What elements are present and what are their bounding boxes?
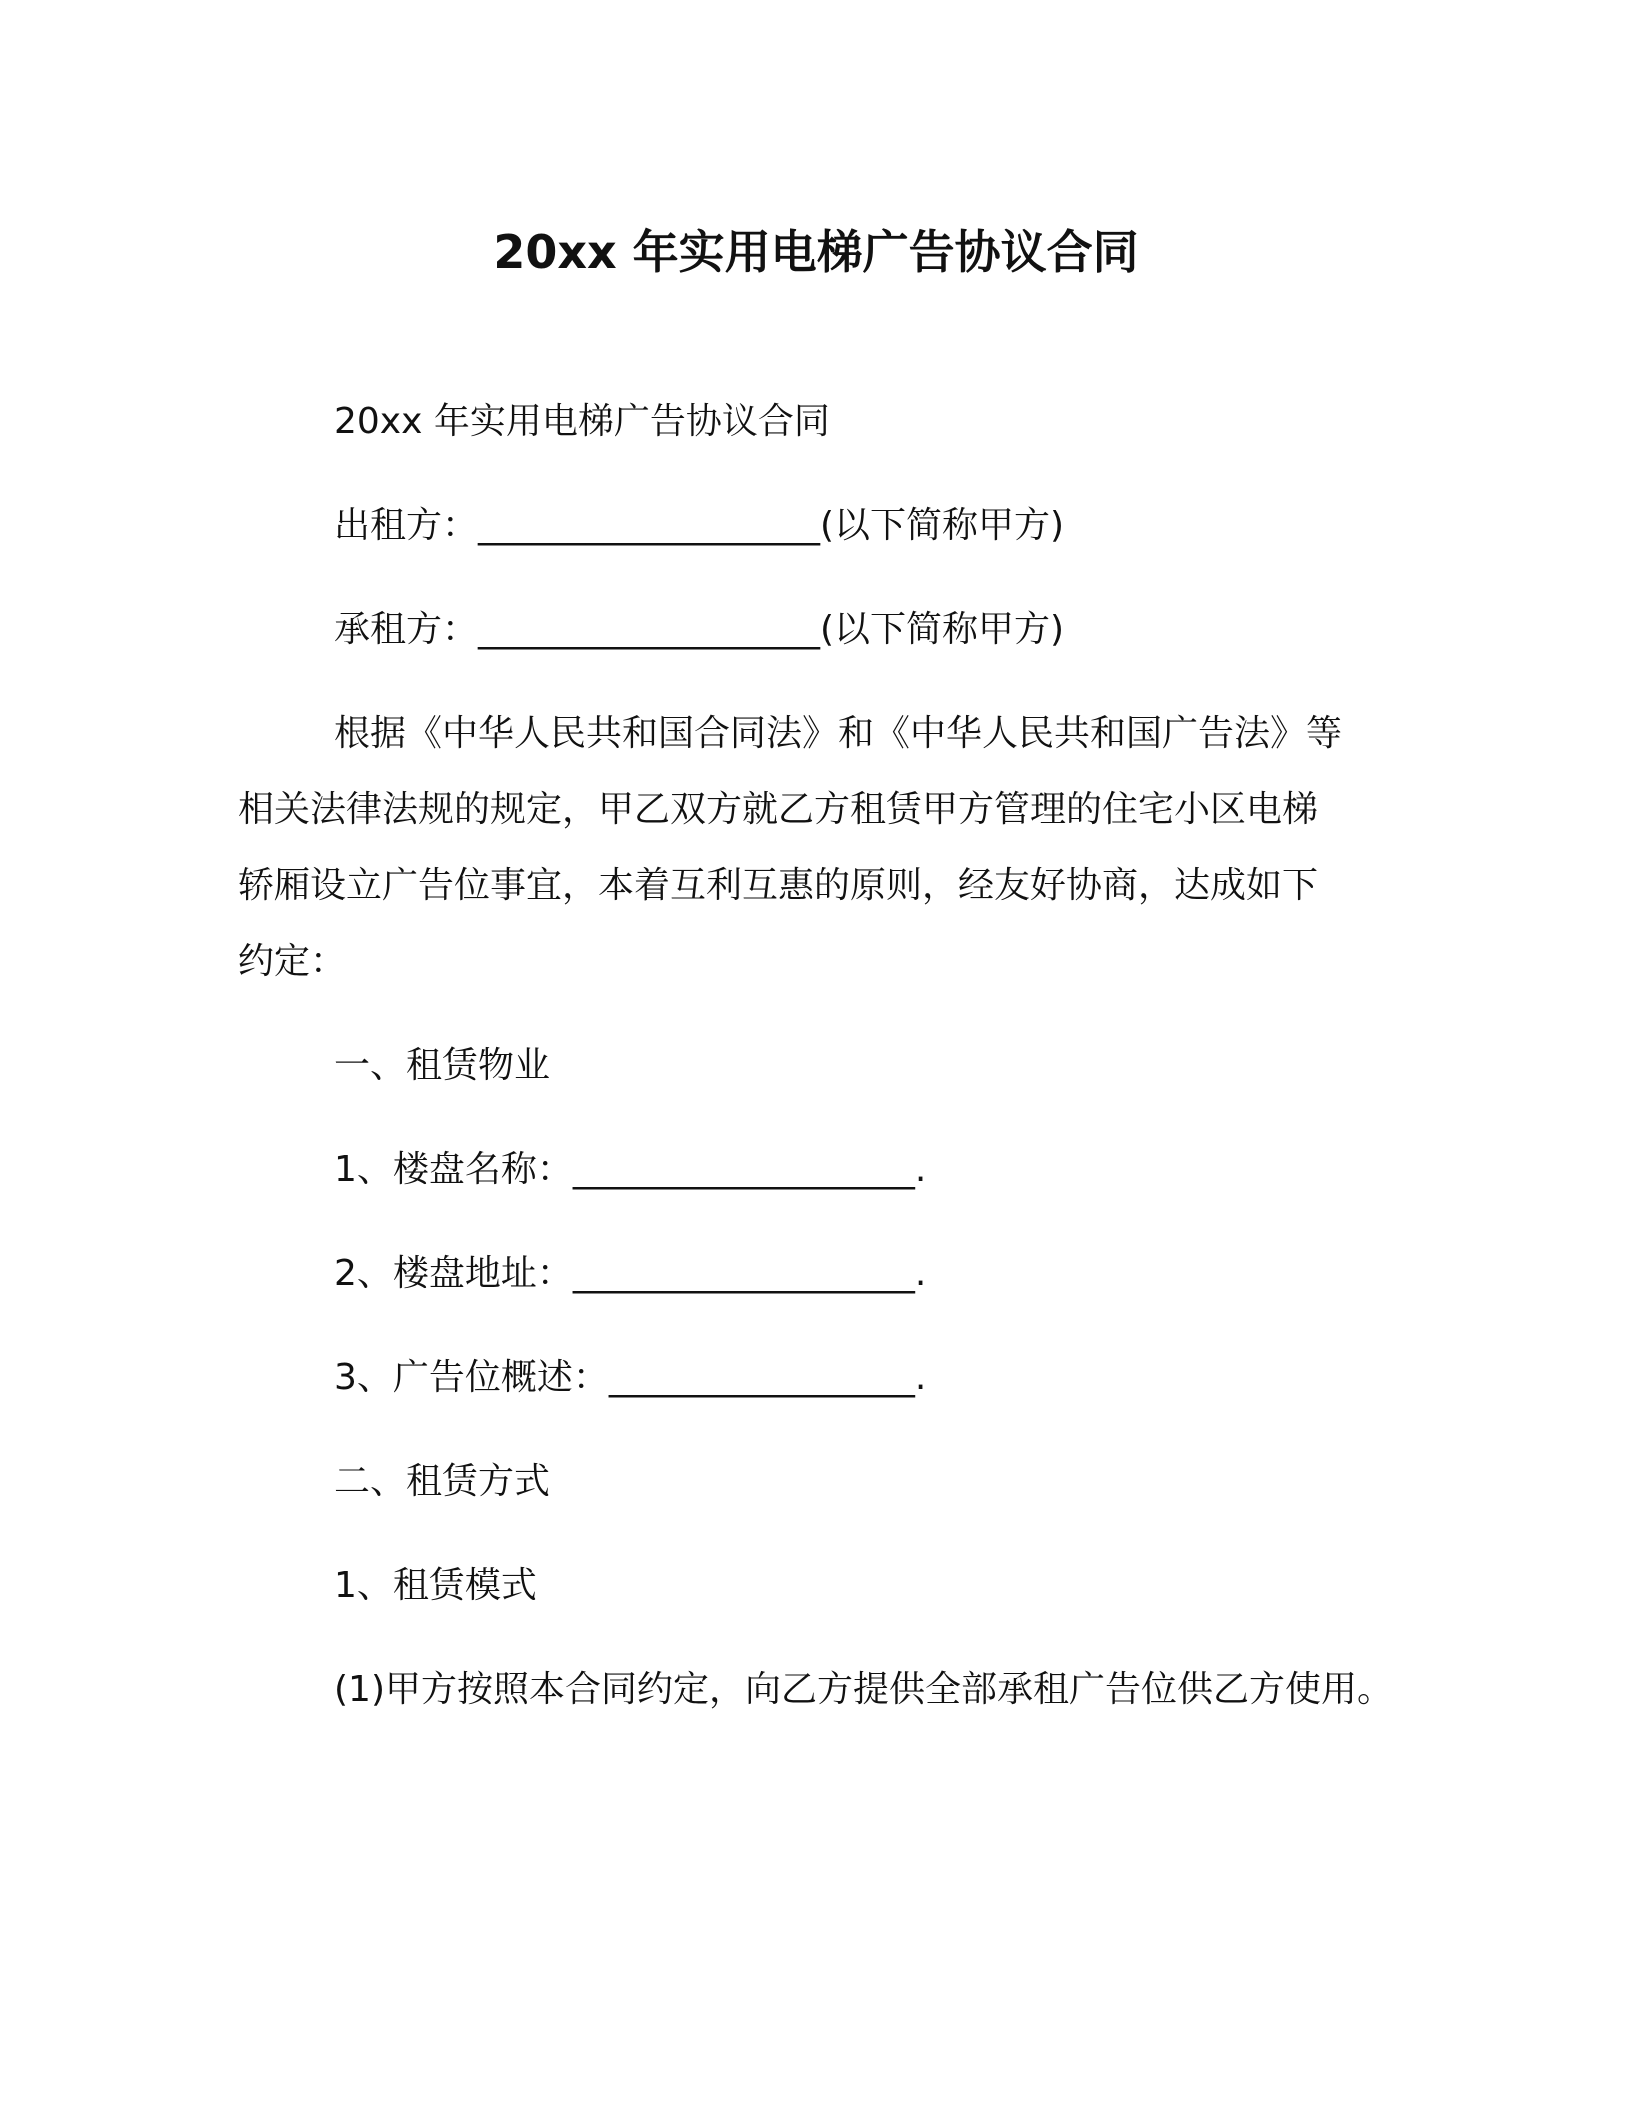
section-heading-lease-mode: 二、租赁方式 [334,1461,551,1502]
item-lease-mode: 1、租赁模式 [334,1565,537,1606]
lessor-line: 出租方：___________________(以下简称甲方) [334,505,1065,546]
lessee-line: 承租方：___________________(以下简称甲方) [334,609,1065,650]
document-subtitle: 20xx 年实用电梯广告协议合同 [334,401,830,442]
item-ad-overview: 3、广告位概述：_________________. [334,1357,927,1398]
intro-line-2: 相关法律法规的规定，甲乙双方就乙方租赁甲方管理的住宅小区电梯 [238,789,1319,830]
intro-line-3: 轿厢设立广告位事宜，本着互利互惠的原则，经友好协商，达成如下 [238,865,1319,906]
item-building-address: 2、楼盘地址：___________________. [334,1253,927,1294]
item-building-name: 1、楼盘名称：___________________. [334,1149,927,1190]
document-title: 20xx 年实用电梯广告协议合同 [493,225,1139,279]
intro-line-4: 约定： [238,941,347,982]
intro-line-1: 根据《中华人民共和国合同法》和《中华人民共和国广告法》等 [334,713,1343,754]
section-heading-lease-property: 一、租赁物业 [334,1045,551,1086]
clause-1: (1)甲方按照本合同约定，向乙方提供全部承租广告位供乙方使用。 [334,1669,1393,1710]
